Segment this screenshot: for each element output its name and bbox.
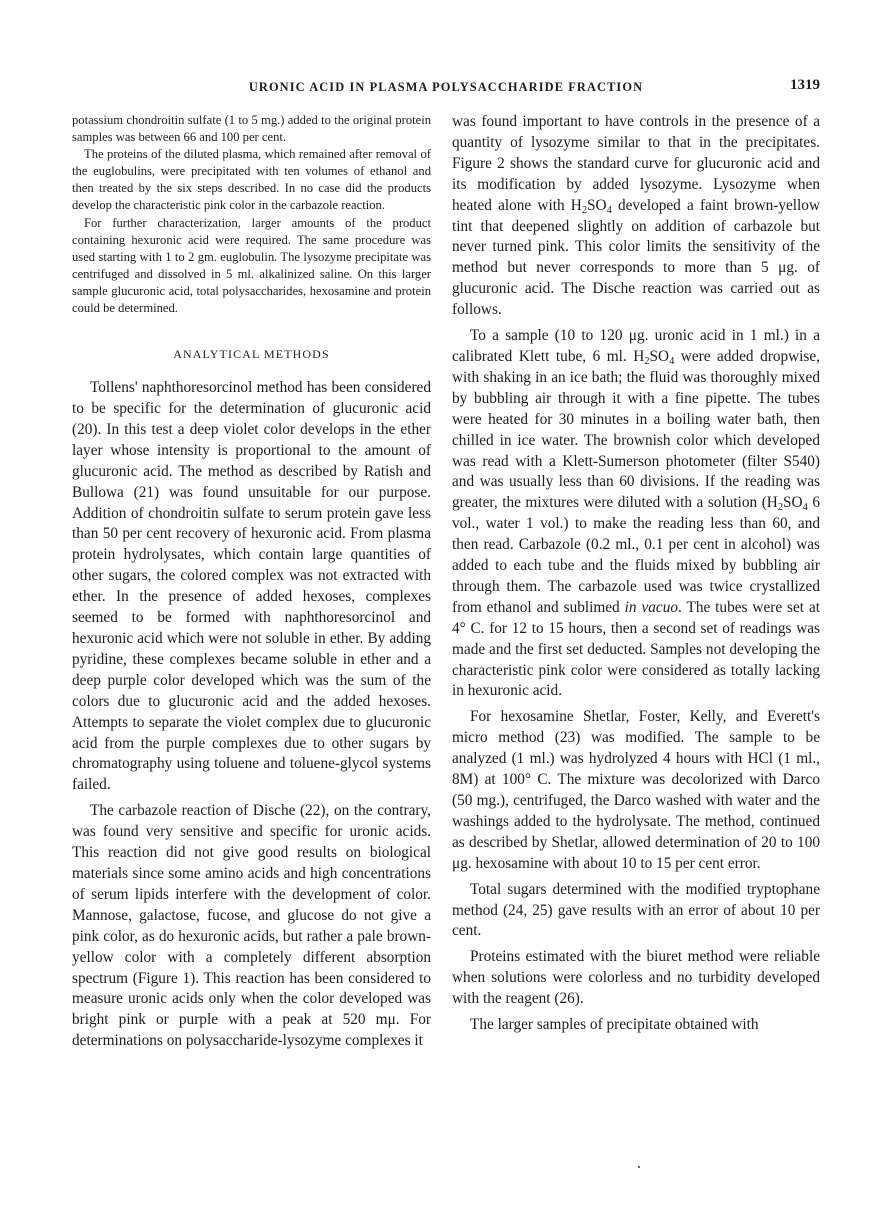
right-p1-text-c: developed a faint brown-yellow tint that deepened slightly on addition of carbazole but never turned pink. This color limits the sensitivity of the method but never corresponds to more than 5 μg. of glucuronic acid. The Dische reaction was carried out as follows. <box>452 196 820 319</box>
right-p2-text-f: . The tubes were set at 4° C. for 12 to 15 hours, then a second set of readings was made and the first set deducted. Samples not developing the characteristic pink color were considered as totally lacking in hexuronic acid. <box>452 598 820 700</box>
italic-term: in vacuo <box>624 598 678 616</box>
running-head: URONIC ACID IN PLASMA POLYSACCHARIDE FRACTION <box>248 80 644 94</box>
subscript: 4 <box>669 355 675 367</box>
subscript: 4 <box>606 204 612 216</box>
page-header <box>72 78 820 100</box>
section-heading: ANALYTICAL METHODS <box>173 347 330 362</box>
right-p1-text-b: SO <box>587 196 607 214</box>
right-p2-text-b: SO <box>649 347 670 365</box>
left-paragraph-5: The carbazole reaction of Dische (22), on the contrary, was found very sensitive and specific for uronic acids. This reaction did not give good results on biological materials since some amino acids and high concentrations of serum lipids interfere with the development of color. Mannose, galactose, fucose, and glucose do not give a pink color, as do hexuronic acids, but rather a pale brown-yellow color with a completely different absorption spectrum (Figure 1). This reaction has been considered to measure uronic acids only when the color developed was bright pink or purple with a peak at 520 mμ. For determinations on polysaccharide-lysozyme complexes it <box>72 802 431 1050</box>
subscript: 2 <box>644 355 650 367</box>
right-paragraph-3: For hexosamine Shetlar, Foster, Kelly, and Everett's micro method (23) was modified. The sample to be analyzed (1 ml.) was hydrolyzed 4 hours with HCl (1 ml., 8M) at 100° C. The mixture was decolorized with Darco (50 mg.), centrifuged, the Darco washed with water and the washings added to the hydrolysate. The method, continued as described by Shetlar, allowed determination of 20 to 100 μg. hexosamine with about 10 to 15 per cent error. <box>452 708 820 872</box>
subscript: 2 <box>581 204 588 216</box>
left-column <box>72 112 431 1052</box>
print-speck <box>638 1166 640 1168</box>
left-paragraph-4: Tollens' naphthoresorcinol method has been considered to be specific for the determination of glucuronic acid (20). In this test a deep violet color develops in the ether layer whose intensity is proportional to the amount of glucuronic acid. The method as described by Ratish and Bullowa (21) was found unsuitable for our purpose. Addition of chondroitin sulfate to serum protein gave less than 50 per cent recovery of hexuronic acid. From plasma protein hydrolysates, which contain large quantities of other sugars, the colored complex was not extracted with ether. In the presence of added hexoses, complexes seemed to be formed with naphthoresorcinol and hexuronic acid which were not soluble in ether. By adding pyridine, these complexes became soluble in ether and a deep purple color developed which was the sum of the colors due to glucuronic acid and the added hexoses. Attempts to separate the violet complex due to glucuronic acid from the purple complexes due to other sugars by chromatography using toluene and toluene-glycol systems failed. <box>72 379 431 794</box>
right-paragraph-6: The larger samples of precipitate obtained with <box>470 1016 759 1034</box>
right-paragraph-4: Total sugars determined with the modified tryptophane method (24, 25) gave results with an error of about 10 per cent. <box>452 880 820 940</box>
right-p2-text-e: 6 vol., water 1 vol.) to make the reading less than 60, and then read. Carbazole (0.2 ml., 0.1 per cent in alcohol) was added to each tube and the fluids mixed by bubbling air through them. The carbazole used was twice crystallized from ethanol and sublimed <box>452 494 821 616</box>
right-p1-text-a: was found important to have controls in the presence of a quantity of lysozyme similar to that in the precipitates. Figure 2 shows the standard curve for glucuronic acid and its modification by added lysozyme. Lysozyme when heated alone with H <box>452 113 820 214</box>
left-paragraph-1: potassium chondroitin sulfate (1 to 5 mg.) added to the original protein samples was between 66 and 100 per cent. <box>72 113 431 145</box>
left-paragraph-2: The proteins of the diluted plasma, which remained after removal of the euglobulins, were precipitated with ten volumes of ethanol and then treated by the six steps described. In no case did the products develop the characteristic pink color in the carbazole reaction. <box>72 147 431 213</box>
page-number: 1319 <box>790 77 820 93</box>
left-paragraph-3: For further characterization, larger amounts of the product containing hexuronic acid were required. The same procedure was used starting with 1 to 2 gm. euglobulin. The lysozyme precipitate was centrifuged and dissolved in 5 ml. alkalinized saline. On this larger sample glucuronic acid, total polysaccharides, hexosamine and protein could be determined. <box>72 215 431 316</box>
right-paragraph-5: Proteins estimated with the biuret method were reliable when solutions were colorless and no turbidity developed with the reagent (26). <box>452 948 820 1008</box>
right-column <box>452 112 820 1036</box>
subscript: 4 <box>802 502 808 514</box>
right-paragraph-1 <box>452 112 820 321</box>
right-paragraph-2 <box>452 326 820 702</box>
right-p2-text-d: SO <box>783 494 803 512</box>
subscript: 2 <box>777 502 784 514</box>
right-p2-text-c: were added dropwise, with shaking in an ice bath; the fluid was thoroughly mixed by bubbling air through it with a fine pipette. The tubes were heated for 30 minutes in a boiling water bath, then chilled in ice water. The brownish color which developed was read with a Klett-Sumerson photometer (filter S540) and was usually less than 60 divisions. If the reading was greater, the mixtures were diluted with a solution (H <box>452 347 820 512</box>
right-p2-text-a: To a sample (10 to 120 μg. uronic acid in 1 ml.) in a calibrated Klett tube, 6 ml. H <box>452 327 820 365</box>
